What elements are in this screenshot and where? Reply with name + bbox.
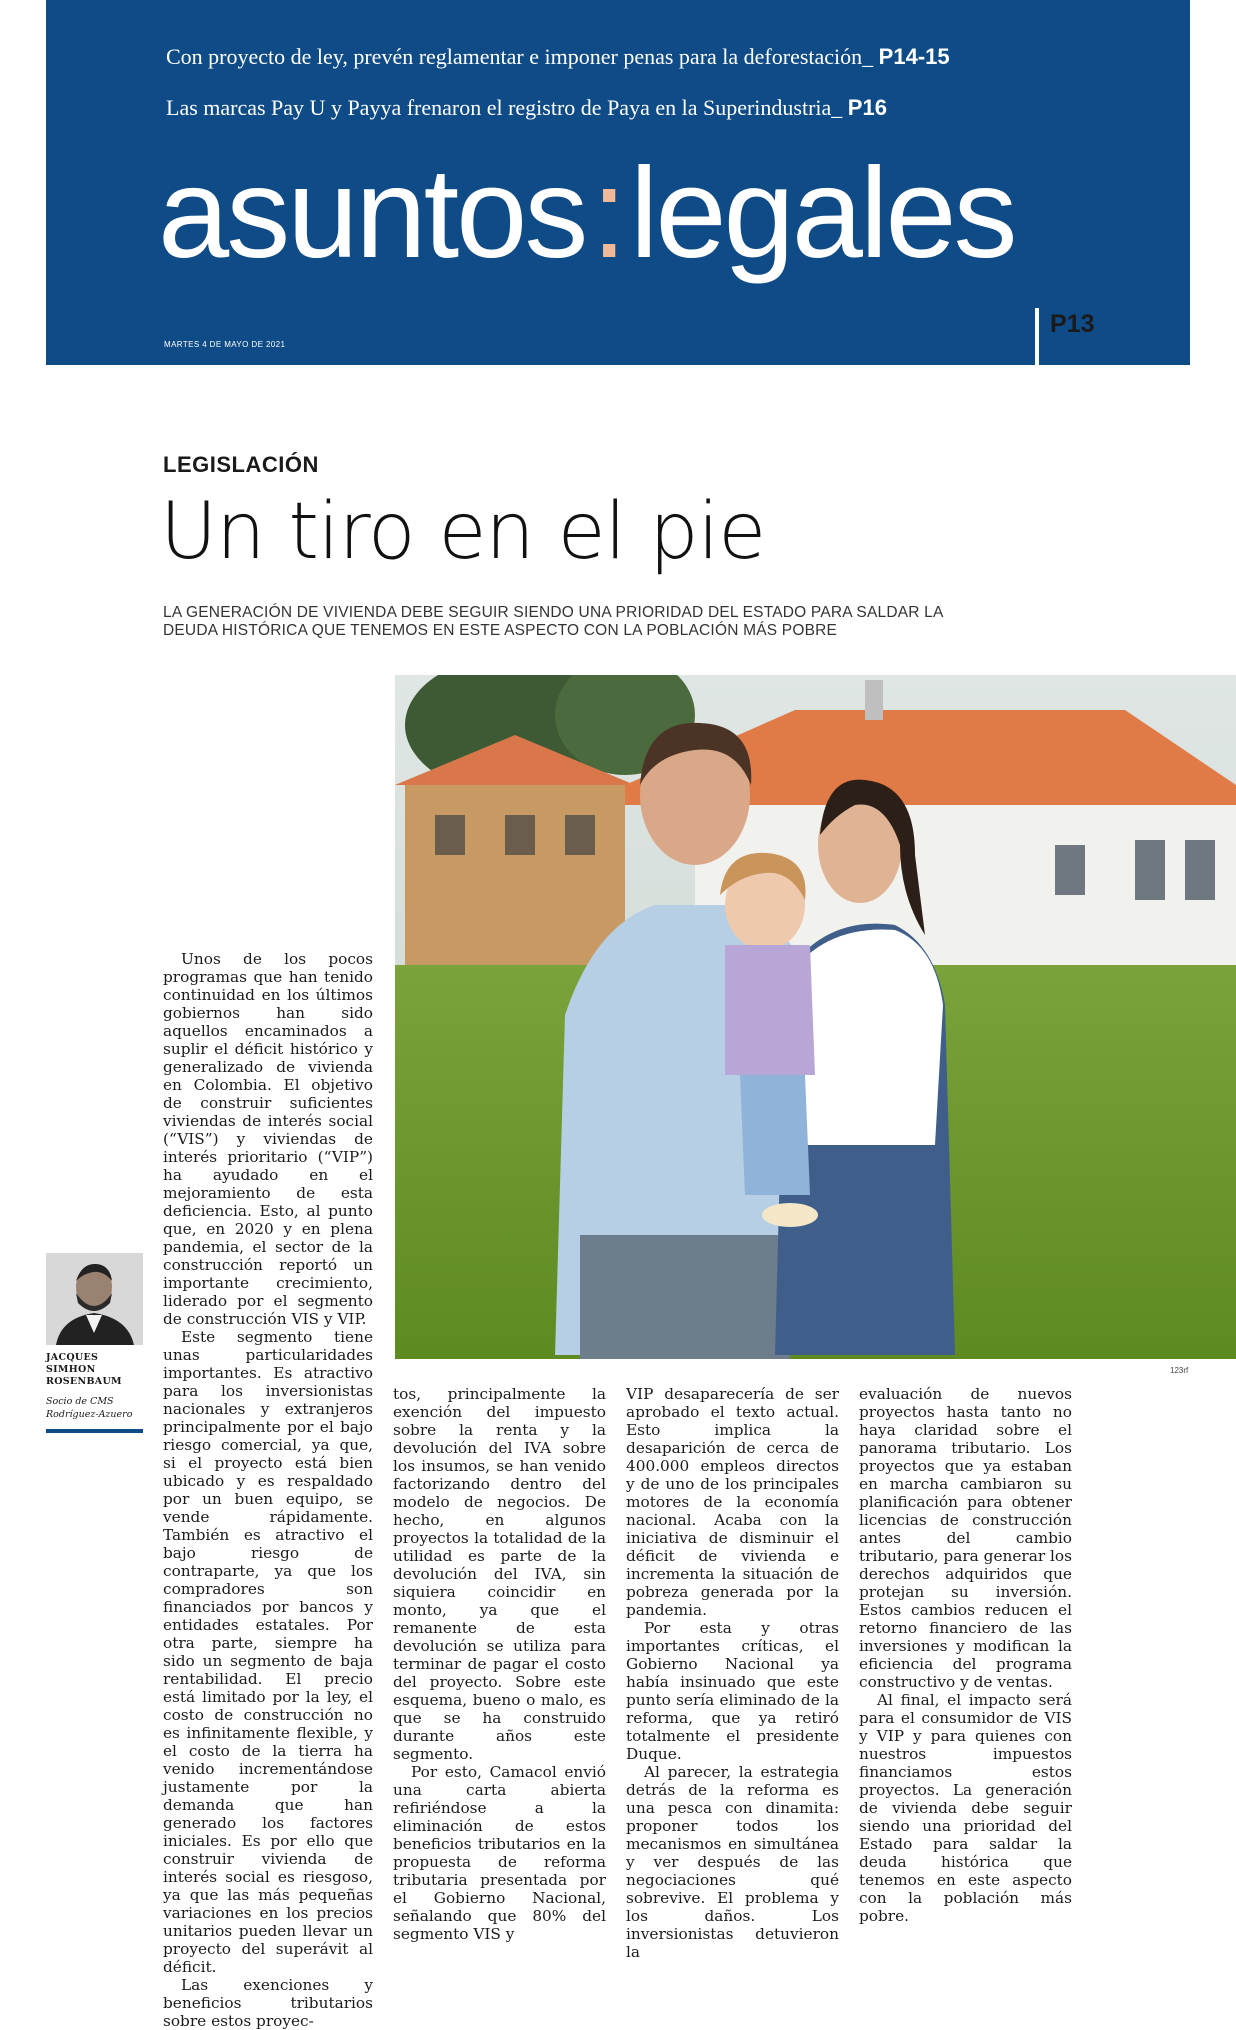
page-number: P13 xyxy=(1050,310,1095,338)
page-divider xyxy=(1035,308,1039,365)
paragraph: VIP desaparecería de ser aprobado el texto actual. Esto implica la desaparición de cerca de 400.000 empleos directos y de uno de los principales motores de la economía nacional. Acaba con la iniciativa de disminuir el déficit de vivienda e incrementa la situación de pobreza generada por la pandemia. xyxy=(626,1385,839,1619)
paragraph: Por esto, Camacol envió una carta abierta refiriéndose a la eliminación de estos beneficios tributarios en la propuesta de reforma tributaria presentada por el Gobierno Nacional, señalando que 80% del segmento VIS y xyxy=(393,1763,606,1943)
teaser-page: P16 xyxy=(847,95,887,120)
paragraph: Al parecer, la estrategia detrás de la reforma es una pesca con dinamita: proponer todos los mecanismos en simultánea y ver después de las negociaciones qué sobrevive. El problema y los daños. Los inversionistas detuvieron la xyxy=(626,1763,839,1961)
brand-left: asuntos xyxy=(158,142,586,285)
issue-date: MARTES 4 DE MAYO DE 2021 xyxy=(164,340,286,349)
teaser-text: Con proyecto de ley, prevén reglamentar e imponer penas para la deforestación_ xyxy=(166,44,874,69)
body-column-3 xyxy=(626,1385,839,1961)
author-name: JACQUES SIMHON ROSENBAUM xyxy=(46,1352,122,1387)
brand-right: legales xyxy=(629,142,1015,285)
headline: Un tiro en el pie xyxy=(160,487,766,577)
brand-colon: : xyxy=(591,142,624,285)
author-portrait xyxy=(46,1253,143,1345)
teaser-page: P14-15 xyxy=(878,44,950,69)
paragraph: Las exenciones y beneficios tributarios sobre estos proyec- xyxy=(163,1976,373,2030)
photo-credit: 123rf xyxy=(1170,1366,1189,1375)
section-label: LEGISLACIÓN xyxy=(163,452,319,477)
masthead xyxy=(46,0,1190,365)
deck: LA GENERACIÓN DE VIVIENDA DEBE SEGUIR SIENDO UNA PRIORIDAD DEL ESTADO PARA SALDAR LA DEUDA HISTÓRICA QUE TENEMOS EN ESTE ASPECTO CON LA POBLACIÓN MÁS POBRE xyxy=(163,604,943,639)
paragraph: Por esta y otras importantes críticas, el Gobierno Nacional ya había insinuado que este punto sería eliminado de la reforma, que ya retiró totalmente el presidente Duque. xyxy=(626,1619,839,1763)
teaser-payu[interactable] xyxy=(166,95,887,121)
body-column-4 xyxy=(859,1385,1072,1925)
paragraph: Al final, el impacto será para el consumidor de VIS y VIP y para quienes con nuestros impuestos financiamos estos proyectos. La generación de vivienda debe seguir siendo una prioridad del Estado para saldar la deuda histórica que tenemos en este aspecto con la población más pobre. xyxy=(859,1691,1072,1925)
author-rule xyxy=(46,1429,143,1433)
publication-logo xyxy=(158,142,1015,285)
body-column-2 xyxy=(393,1385,606,1943)
body-column-1 xyxy=(163,950,373,2030)
paragraph: Este segmento tiene unas particularidades importantes. Es atractivo para los inversionistas nacionales y extranjeros principalmente por el bajo riesgo comercial, ya que, si el proyecto está bien ubicado y es respaldado por un buen equipo, se vende rápidamente. También es atractivo el bajo riesgo de contraparte, ya que los compradores son financiados por bancos y entidades estatales. Por otra parte, siempre ha sido un segmento de baja rentabilidad. El precio está limitado por la ley, el costo de construcción no es infinitamente flexible, y el costo de la tierra ha venido incrementándose justamente por la demanda que han generado los factores iniciales. Es por ello que construir vivienda de interés social es riesgoso, ya que las más pequeñas variaciones en los precios unitarios pueden llevar un proyecto del superávit al déficit. xyxy=(163,1328,373,1976)
teaser-text: Las marcas Pay U y Payya frenaron el registro de Paya en la Superindustria_ xyxy=(166,95,843,120)
paragraph: Unos de los pocos programas que han tenido continuidad en los últimos gobiernos han sido aquellos encaminados a suplir el déficit histórico y generalizado de vivienda en Colombia. El objetivo de construir suficientes viviendas de interés social (“VIS”) y viviendas de interés prioritario (“VIP”) ha ayudado en el mejoramiento de esta deficiencia. Esto, al punto que, en 2020 y en plena pandemia, el sector de la construcción reportó un importante crecimiento, liderado por el segmento de construcción VIS y VIP. xyxy=(163,950,373,1328)
teaser-deforestation[interactable] xyxy=(166,44,950,70)
paragraph: tos, principalmente la exención del impuesto sobre la renta y la devolución del IVA sobre los insumos, se han venido factorizando dentro del modelo de negocios. De hecho, en algunos proyectos la totalidad de la utilidad es parte de la devolución del IVA, sin siquiera coincidir en monto, ya que el remanente de esta devolución se utiliza para terminar de pagar el costo del proyecto. Sobre este esquema, bueno o malo, es que se ha construido durante años este segmento. xyxy=(393,1385,606,1763)
family-photo xyxy=(395,675,1236,1359)
author-role: Socio de CMS Rodríguez-Azuero xyxy=(46,1396,133,1420)
paragraph: evaluación de nuevos proyectos hasta tanto no haya claridad sobre el panorama tributario. Los proyectos que ya estaban en marcha cambiaron su planificación para obtener licencias de construcción antes del cambio tributario, para generar los derechos adquiridos que protejan su inversión. Estos cambios reducen el retorno financiero de las inversiones y modifican la eficiencia del programa constructivo y de ventas. xyxy=(859,1385,1072,1691)
